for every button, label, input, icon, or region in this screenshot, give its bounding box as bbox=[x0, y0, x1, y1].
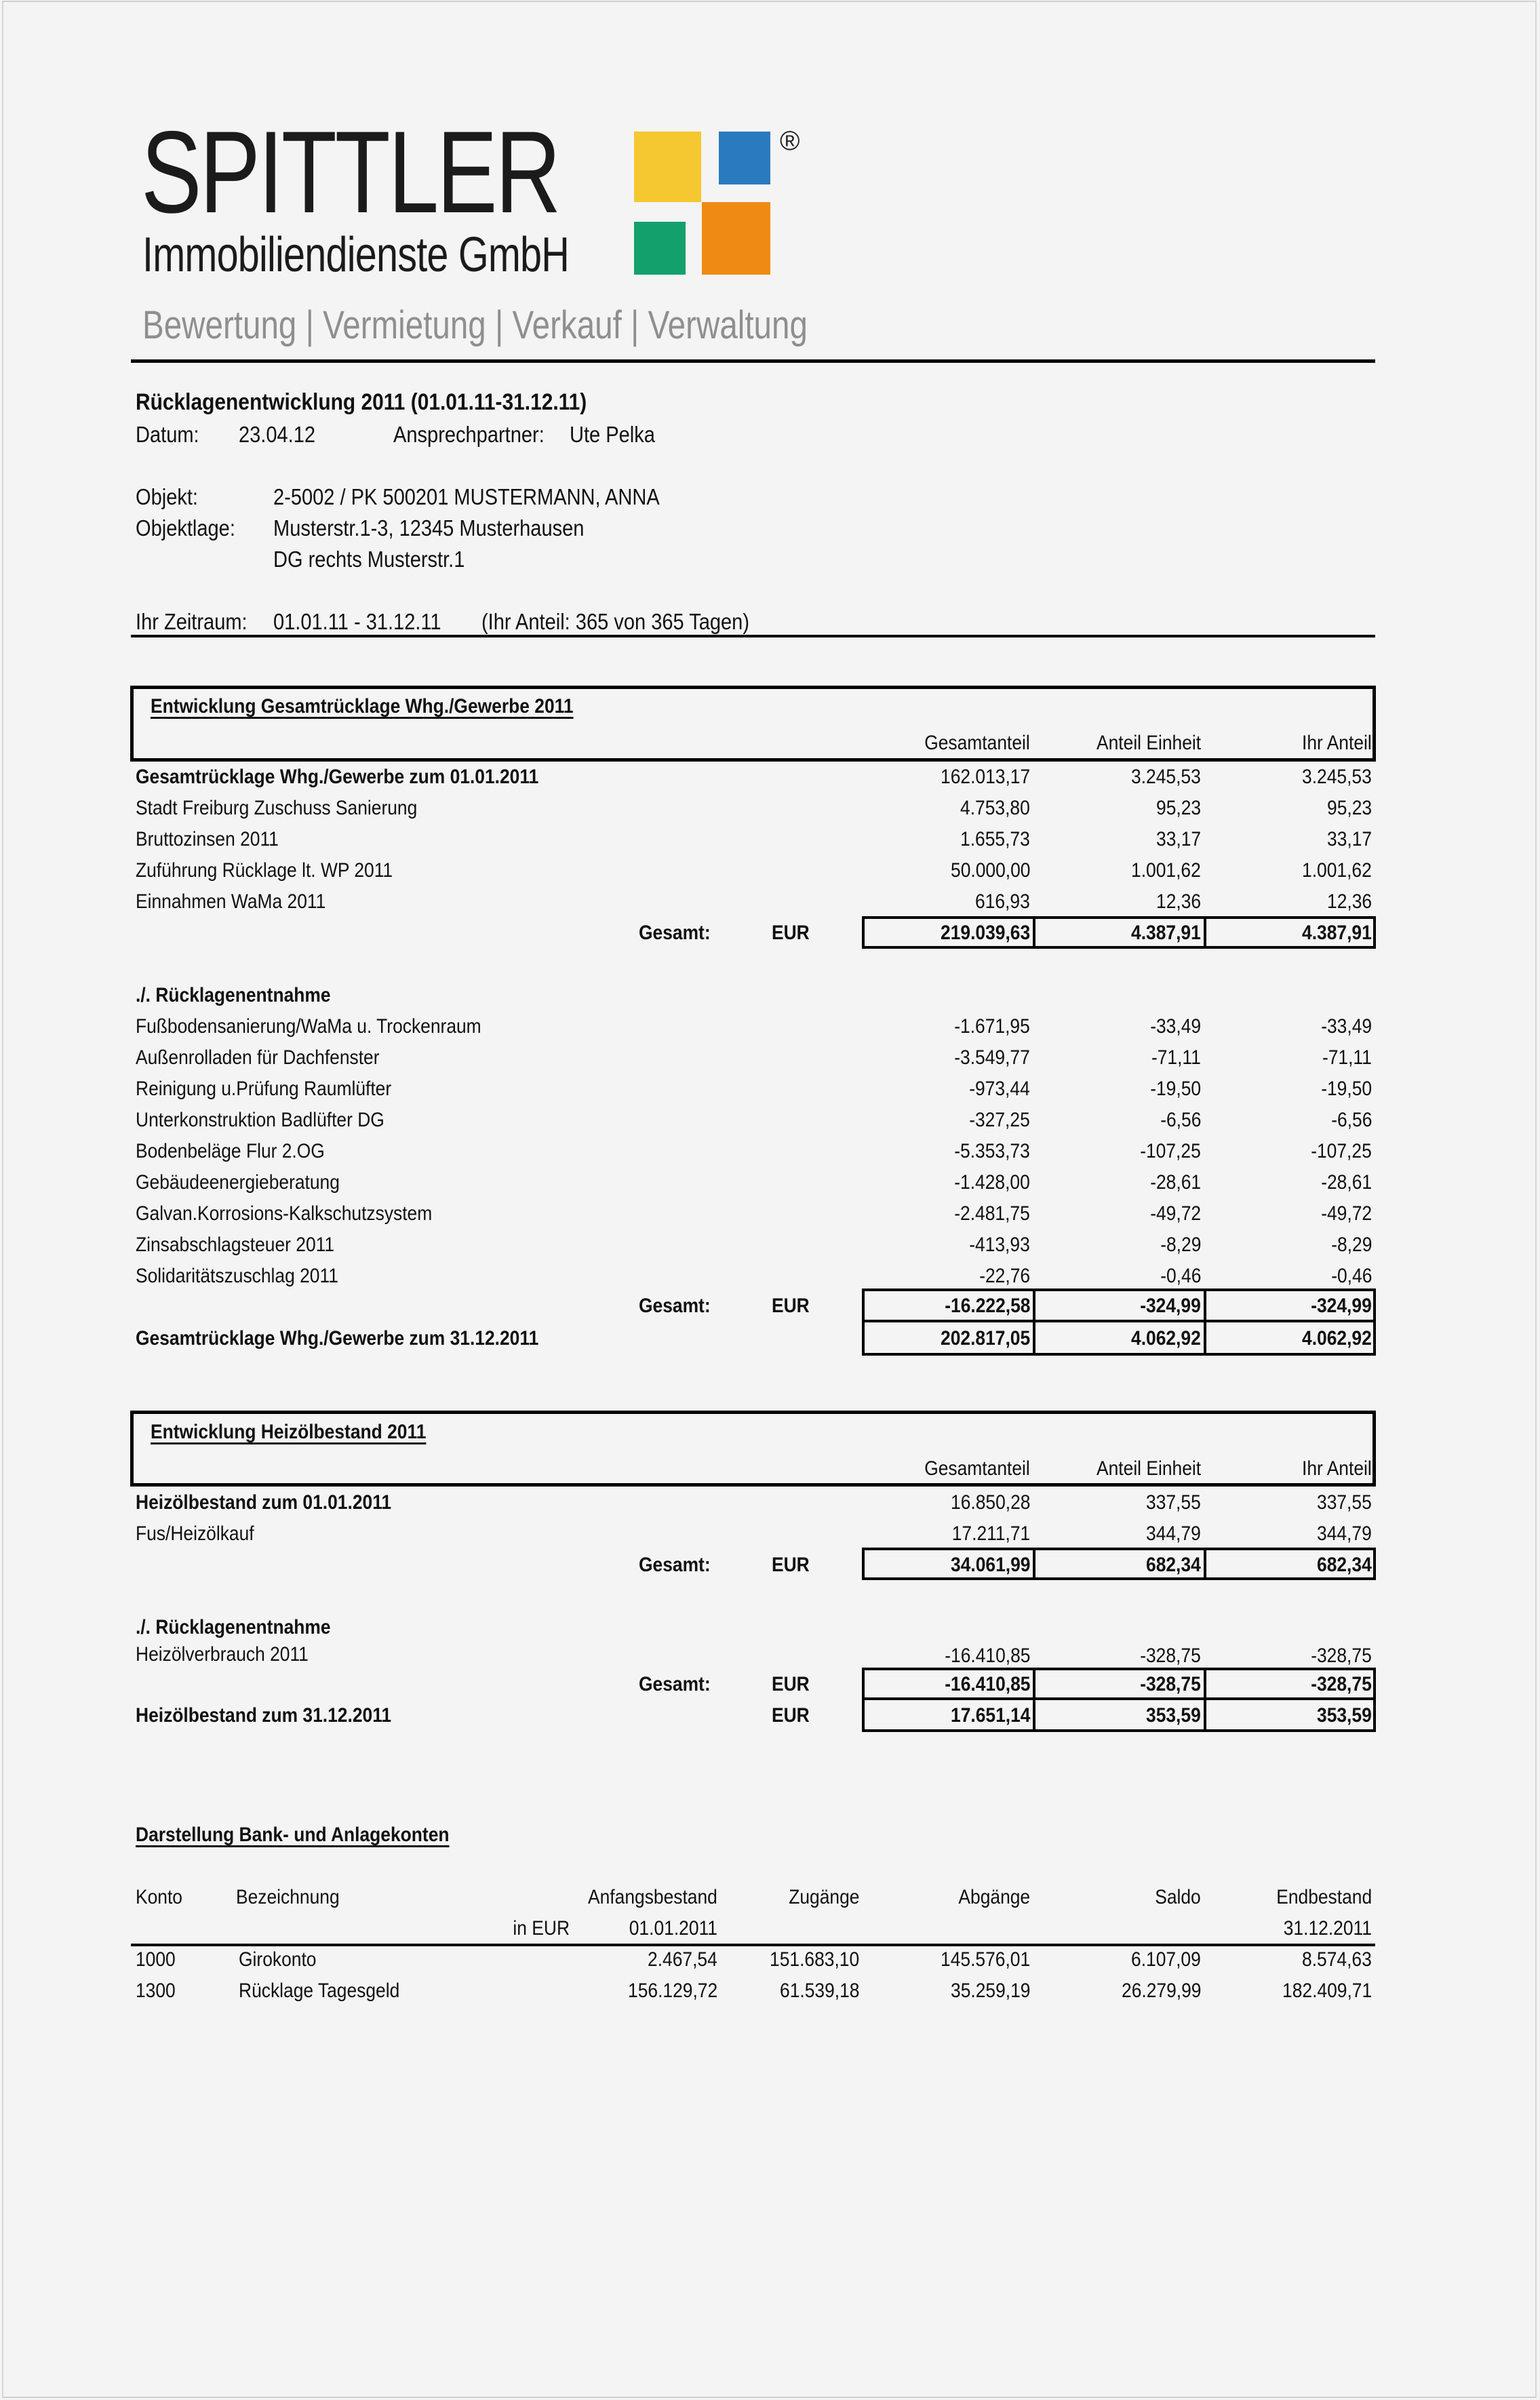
gesamt-label: Gesamt: bbox=[639, 922, 711, 944]
total-ihr-anteil: 682,34 bbox=[1317, 1554, 1372, 1576]
value-anteil-einheit: -6,56 bbox=[1160, 1109, 1201, 1131]
zugaenge-value: 151.683,10 bbox=[769, 1948, 859, 1971]
endbestand-value: 8.574,63 bbox=[1302, 1948, 1372, 1971]
value-anteil-einheit: 95,23 bbox=[1156, 797, 1201, 819]
row-label: Galvan.Korrosions-Kalkschutzsystem bbox=[136, 1202, 433, 1225]
abgaenge-value: 35.259,19 bbox=[950, 1980, 1030, 2002]
value-anteil-einheit: -328,75 bbox=[1140, 1645, 1201, 1667]
zeitraum-label: Ihr Zeitraum: bbox=[136, 609, 248, 634]
value-anteil-einheit: -49,72 bbox=[1150, 1202, 1201, 1225]
value-ihr-anteil: -0,46 bbox=[1330, 1265, 1372, 1287]
value-anteil-einheit: 1.001,62 bbox=[1131, 859, 1201, 882]
row-label: Stadt Freiburg Zuschuss Sanierung bbox=[136, 797, 418, 819]
total-gesamtanteil: -16.410,85 bbox=[944, 1673, 1030, 1695]
row-label: Gesamtrücklage Whg./Gewerbe zum 31.12.2011 bbox=[136, 1327, 539, 1350]
row-label: Solidaritätszuschlag 2011 bbox=[136, 1265, 338, 1287]
col-header-bezeichnung: Bezeichnung bbox=[236, 1886, 340, 1908]
value-ihr-anteil: -49,72 bbox=[1321, 1202, 1372, 1225]
header-info-divider bbox=[131, 635, 1375, 637]
closing-gesamtanteil: 202.817,05 bbox=[940, 1327, 1030, 1350]
row-label: Bodenbeläge Flur 2.OG bbox=[136, 1140, 325, 1162]
zeitraum-value: 01.01.11 - 31.12.11 bbox=[273, 609, 441, 634]
anfangsbestand-value: 2.467,54 bbox=[648, 1948, 717, 1971]
company-name: SPITTLER bbox=[141, 107, 559, 237]
value-gesamtanteil: -1.428,00 bbox=[954, 1171, 1030, 1194]
registered-mark-icon: ® bbox=[780, 126, 800, 156]
objektlage-line2: DG rechts Musterstr.1 bbox=[273, 547, 465, 572]
objekt-label: Objekt: bbox=[136, 484, 199, 509]
value-anteil-einheit: -33,49 bbox=[1150, 1015, 1201, 1038]
datum-label: Datum: bbox=[136, 422, 199, 447]
value-gesamtanteil: 1.655,73 bbox=[960, 828, 1030, 850]
closing-anteil-einheit: 4.062,92 bbox=[1131, 1327, 1201, 1350]
bank-title: Darstellung Bank- und Anlagekonten bbox=[136, 1824, 450, 1846]
total-box bbox=[862, 916, 1376, 949]
endbestand-value: 182.409,71 bbox=[1282, 1980, 1372, 2002]
value-gesamtanteil: 17.211,71 bbox=[951, 1522, 1030, 1545]
logo-square-yellow-icon bbox=[634, 132, 701, 202]
total-anteil-einheit: -328,75 bbox=[1140, 1673, 1201, 1695]
endbestand-date: 31.12.2011 bbox=[1283, 1917, 1372, 1940]
value-anteil-einheit: 3.245,53 bbox=[1131, 766, 1201, 788]
contact-value: Ute Pelka bbox=[570, 422, 655, 447]
closing-box bbox=[862, 1320, 1376, 1356]
row-label: Zinsabschlagsteuer 2011 bbox=[136, 1234, 335, 1256]
row-label: Zuführung Rücklage lt. WP 2011 bbox=[136, 859, 393, 882]
row-label: Außenrolladen für Dachfenster bbox=[136, 1046, 380, 1069]
row-label: Einnahmen WaMa 2011 bbox=[136, 890, 326, 913]
total-gesamtanteil: 34.061,99 bbox=[950, 1554, 1030, 1576]
value-ihr-anteil: -19,50 bbox=[1321, 1078, 1372, 1100]
entnahme-heading: ./. Rücklagenentnahme bbox=[136, 1616, 331, 1638]
row-label: Bruttozinsen 2011 bbox=[136, 828, 279, 850]
bezeichnung-value: Girokonto bbox=[239, 1948, 317, 1971]
value-ihr-anteil: 12,36 bbox=[1326, 890, 1372, 913]
contact-label: Ansprechpartner: bbox=[393, 422, 545, 447]
logo-square-orange-icon bbox=[702, 202, 770, 275]
value-gesamtanteil: -2.481,75 bbox=[954, 1202, 1030, 1225]
value-anteil-einheit: -107,25 bbox=[1140, 1140, 1201, 1162]
saldo-value: 6.107,09 bbox=[1131, 1948, 1201, 1971]
col-header-gesamtanteil: Gesamtanteil bbox=[924, 732, 1030, 754]
gesamt-label: Gesamt: bbox=[639, 1554, 711, 1576]
total-box bbox=[862, 1548, 1376, 1580]
konto-value: 1000 bbox=[136, 1948, 176, 1971]
col-header-saldo: Saldo bbox=[1155, 1886, 1201, 1908]
value-ihr-anteil: 1.001,62 bbox=[1302, 859, 1372, 882]
currency-label: EUR bbox=[772, 1295, 810, 1317]
value-ihr-anteil: -71,11 bbox=[1322, 1046, 1372, 1069]
gesamt-label: Gesamt: bbox=[639, 1295, 711, 1317]
value-gesamtanteil: -22,76 bbox=[979, 1265, 1030, 1287]
col-header-gesamtanteil: Gesamtanteil bbox=[924, 1457, 1030, 1480]
abgaenge-value: 145.576,01 bbox=[940, 1948, 1030, 1971]
konto-value: 1300 bbox=[136, 1980, 176, 2002]
currency-label: EUR bbox=[772, 1554, 810, 1576]
in-eur-label: in EUR bbox=[513, 1917, 570, 1940]
objekt-value: 2-5002 / PK 500201 MUSTERMANN, ANNA bbox=[273, 484, 660, 509]
value-ihr-anteil: 344,79 bbox=[1317, 1522, 1372, 1545]
value-ihr-anteil: 337,55 bbox=[1317, 1491, 1372, 1514]
currency-label: EUR bbox=[772, 922, 810, 944]
closing-ihr-anteil: 4.062,92 bbox=[1302, 1327, 1372, 1350]
row-label: Unterkonstruktion Badlüfter DG bbox=[136, 1109, 384, 1131]
value-ihr-anteil: 95,23 bbox=[1326, 797, 1372, 819]
value-gesamtanteil: -973,44 bbox=[969, 1078, 1030, 1100]
value-anteil-einheit: -8,29 bbox=[1160, 1234, 1201, 1256]
company-subtitle: Immobiliendienste GmbH bbox=[142, 228, 570, 282]
closing-box bbox=[862, 1697, 1376, 1732]
value-ihr-anteil: -328,75 bbox=[1311, 1645, 1372, 1667]
company-tagline: Bewertung | Vermietung | Verkauf | Verwaltung bbox=[142, 303, 808, 347]
bezeichnung-value: Rücklage Tagesgeld bbox=[239, 1980, 400, 2002]
col-header-anteil-einheit: Anteil Einheit bbox=[1096, 1457, 1201, 1480]
value-anteil-einheit: -71,11 bbox=[1151, 1046, 1201, 1069]
objektlage-label: Objektlage: bbox=[136, 515, 235, 540]
header-divider bbox=[131, 359, 1375, 363]
datum-value: 23.04.12 bbox=[239, 422, 316, 447]
closing-ihr-anteil: 353,59 bbox=[1317, 1704, 1372, 1727]
value-gesamtanteil: -327,25 bbox=[969, 1109, 1030, 1131]
currency-label: EUR bbox=[772, 1704, 810, 1727]
value-gesamtanteil: -413,93 bbox=[969, 1234, 1030, 1256]
logo-square-green-icon bbox=[634, 222, 686, 275]
total-ihr-anteil: 4.387,91 bbox=[1302, 922, 1372, 944]
logo-square-blue-icon bbox=[719, 132, 770, 184]
total-box-divider bbox=[1204, 916, 1206, 949]
anfangsbestand-date: 01.01.2011 bbox=[629, 1917, 717, 1940]
value-ihr-anteil: 33,17 bbox=[1326, 828, 1372, 850]
value-anteil-einheit: 12,36 bbox=[1156, 890, 1201, 913]
zugaenge-value: 61.539,18 bbox=[779, 1980, 859, 2002]
value-ihr-anteil: -8,29 bbox=[1330, 1234, 1372, 1256]
section1-title: Entwicklung Gesamtrücklage Whg./Gewerbe 2011 bbox=[151, 695, 574, 717]
col-header-ihr-anteil: Ihr Anteil bbox=[1302, 1457, 1372, 1480]
value-gesamtanteil: -16.410,85 bbox=[944, 1645, 1030, 1667]
bank-table-divider bbox=[131, 1944, 1375, 1946]
value-gesamtanteil: 16.850,28 bbox=[950, 1491, 1030, 1514]
closing-gesamtanteil: 17.651,14 bbox=[950, 1704, 1030, 1727]
row-label: Gesamtrücklage Whg./Gewerbe zum 01.01.2011 bbox=[136, 766, 539, 788]
closing-anteil-einheit: 353,59 bbox=[1146, 1704, 1201, 1727]
value-gesamtanteil: 50.000,00 bbox=[950, 859, 1030, 882]
value-anteil-einheit: -0,46 bbox=[1160, 1265, 1201, 1287]
entnahme-heading: ./. Rücklagenentnahme bbox=[136, 984, 331, 1006]
currency-label: EUR bbox=[772, 1673, 810, 1695]
value-ihr-anteil: -6,56 bbox=[1330, 1109, 1372, 1131]
anteil-text: (Ihr Anteil: 365 von 365 Tagen) bbox=[481, 609, 750, 634]
value-gesamtanteil: -5.353,73 bbox=[954, 1140, 1030, 1162]
value-anteil-einheit: -28,61 bbox=[1150, 1171, 1201, 1194]
value-gesamtanteil: -1.671,95 bbox=[954, 1015, 1030, 1038]
col-header-zugaenge: Zugänge bbox=[788, 1886, 859, 1908]
value-anteil-einheit: 337,55 bbox=[1146, 1491, 1201, 1514]
total-box bbox=[862, 1668, 1376, 1700]
total-anteil-einheit: 682,34 bbox=[1146, 1554, 1201, 1576]
total-ihr-anteil: -328,75 bbox=[1311, 1673, 1372, 1695]
value-gesamtanteil: -3.549,77 bbox=[954, 1046, 1030, 1069]
total-anteil-einheit: -324,99 bbox=[1140, 1295, 1201, 1317]
total-box-divider bbox=[1033, 1548, 1035, 1580]
value-anteil-einheit: 344,79 bbox=[1146, 1522, 1201, 1545]
col-header-anteil-einheit: Anteil Einheit bbox=[1096, 732, 1201, 754]
value-anteil-einheit: 33,17 bbox=[1156, 828, 1201, 850]
total-gesamtanteil: -16.222,58 bbox=[944, 1295, 1030, 1317]
total-box bbox=[862, 1288, 1376, 1322]
value-anteil-einheit: -19,50 bbox=[1150, 1078, 1201, 1100]
row-label: Heizölverbrauch 2011 bbox=[136, 1643, 309, 1666]
value-gesamtanteil: 162.013,17 bbox=[940, 766, 1030, 788]
row-label: Heizölbestand zum 01.01.2011 bbox=[136, 1491, 392, 1514]
section2-title: Entwicklung Heizölbestand 2011 bbox=[151, 1421, 427, 1443]
value-ihr-anteil: -107,25 bbox=[1311, 1140, 1372, 1162]
document-title: Rücklagenentwicklung 2011 (01.01.11-31.12.11) bbox=[136, 389, 587, 415]
row-label: Fußbodensanierung/WaMa u. Trockenraum bbox=[136, 1015, 481, 1038]
col-header-anfangsbestand: Anfangsbestand bbox=[588, 1886, 717, 1908]
row-label: Gebäudeenergieberatung bbox=[136, 1171, 340, 1194]
col-header-abgaenge: Abgänge bbox=[958, 1886, 1030, 1908]
value-ihr-anteil: -33,49 bbox=[1321, 1015, 1372, 1038]
total-ihr-anteil: -324,99 bbox=[1311, 1295, 1372, 1317]
value-ihr-anteil: 3.245,53 bbox=[1302, 766, 1372, 788]
value-gesamtanteil: 4.753,80 bbox=[960, 797, 1030, 819]
gesamt-label: Gesamt: bbox=[639, 1673, 711, 1695]
col-header-endbestand: Endbestand bbox=[1276, 1886, 1372, 1908]
anfangsbestand-value: 156.129,72 bbox=[627, 1980, 717, 2002]
saldo-value: 26.279,99 bbox=[1121, 1980, 1201, 2002]
objektlage-line1: Musterstr.1-3, 12345 Musterhausen bbox=[273, 515, 585, 540]
value-gesamtanteil: 616,93 bbox=[975, 890, 1030, 913]
row-label: Fus/Heizölkauf bbox=[136, 1522, 254, 1545]
total-box-divider bbox=[1204, 1548, 1206, 1580]
total-gesamtanteil: 219.039,63 bbox=[940, 922, 1030, 944]
row-label: Heizölbestand zum 31.12.2011 bbox=[136, 1704, 392, 1727]
total-anteil-einheit: 4.387,91 bbox=[1131, 922, 1201, 944]
total-box-divider bbox=[1033, 916, 1035, 949]
col-header-ihr-anteil: Ihr Anteil bbox=[1302, 732, 1372, 754]
col-header-konto: Konto bbox=[136, 1886, 182, 1908]
row-label: Reinigung u.Prüfung Raumlüfter bbox=[136, 1078, 392, 1100]
value-ihr-anteil: -28,61 bbox=[1321, 1171, 1372, 1194]
